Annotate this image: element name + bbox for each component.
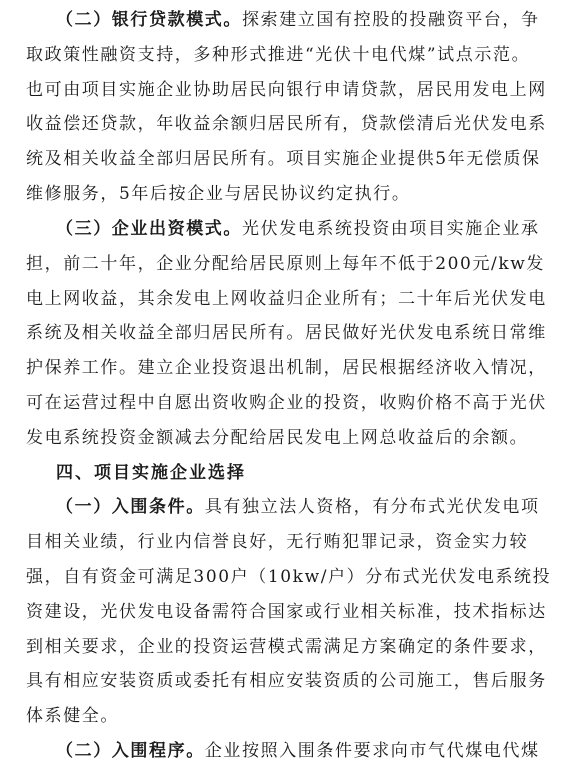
paragraph-1-line-6: 维修服务，5年后按企业与居民协议约定执行。 <box>26 184 411 204</box>
paragraph-3-line-4: 资建设，光伏发电设备需符合国家或行业相关标准，技术指标达 <box>26 601 547 622</box>
paragraph-1-line-3: 也可由项目实施企业协助居民向银行申请贷款，居民用发电上网 <box>26 79 547 100</box>
paragraph-2-line-5: 护保养工作。建立企业投资退出机制，居民根据经济收入情况， <box>26 358 547 379</box>
paragraph-3-line-2: 目相关业绩，行业内信誉良好，无行贿犯罪记录，资金实力较 <box>26 532 529 553</box>
paragraph-2-line-2: 担，前二十年，企业分配给居民原则上每年不低于200元/kw发 <box>26 253 546 274</box>
paragraph-2-line-6: 可在运营过程中自愿出资收购企业的投资，收购价格不高于光伏 <box>26 392 547 413</box>
paragraph-1-line-2: 取政策性融资支持，多种形式推进“光伏十电代煤”试点示范。 <box>26 44 531 65</box>
paragraph-2-line-3: 电上网收益，其余发电上网收益归企业所有；二十年后光伏发电 <box>26 288 547 309</box>
paragraph-4-text: 企业按照入围条件要求向市气代煤电代煤 <box>204 741 540 761</box>
paragraph-2-lead: （三）企业出资模式。 <box>56 218 242 239</box>
paragraph-4-line-1 <box>56 739 540 763</box>
paragraph-1-line-1 <box>56 8 540 32</box>
paragraph-2-line-1 <box>56 217 540 241</box>
paragraph-2-line-4: 系统及相关收益全部归居民所有。居民做好光伏发电系统日常维 <box>26 323 547 344</box>
paragraph-2-line-7: 发电系统投资金额减去分配给居民发电上网总收益后的余额。 <box>26 427 529 448</box>
paragraph-3-line-1 <box>56 495 540 519</box>
paragraph-3-line-3: 强，自有资金可满足300户（10kw/户）分布式光伏发电系统投 <box>26 567 552 587</box>
paragraph-1-line-4: 收益偿还贷款，年收益余额归居民所有，贷款偿清后光伏发电系 <box>26 114 547 135</box>
paragraph-3-line-6: 具有相应安装资质或委托有相应安装资质的公司施工，售后服务 <box>26 671 547 692</box>
paragraph-3-line-5: 到相关要求，企业的投资运营模式需满足方案确定的条件要求， <box>26 636 547 657</box>
paragraph-1-line-5: 统及相关收益全部归居民所有。项目实施企业提供5年无偿质保 <box>26 149 541 170</box>
section-heading: 四、项目实施企业选择 <box>56 462 246 483</box>
paragraph-3-line-7: 体系健全。 <box>26 706 119 727</box>
paragraph-3-lead: （一）入围条件。 <box>56 497 205 518</box>
paragraph-3-text: 具有独立法人资格，有分布式光伏发电项 <box>204 497 540 518</box>
paragraph-2-text: 光伏发电系统投资由项目实施企业承 <box>242 218 540 239</box>
paragraph-1-text: 探索建立国有控股的投融资平台，争 <box>242 10 540 30</box>
paragraph-4-lead: （二）入围程序。 <box>56 741 205 761</box>
paragraph-1-lead: （二）银行贷款模式。 <box>56 10 242 30</box>
